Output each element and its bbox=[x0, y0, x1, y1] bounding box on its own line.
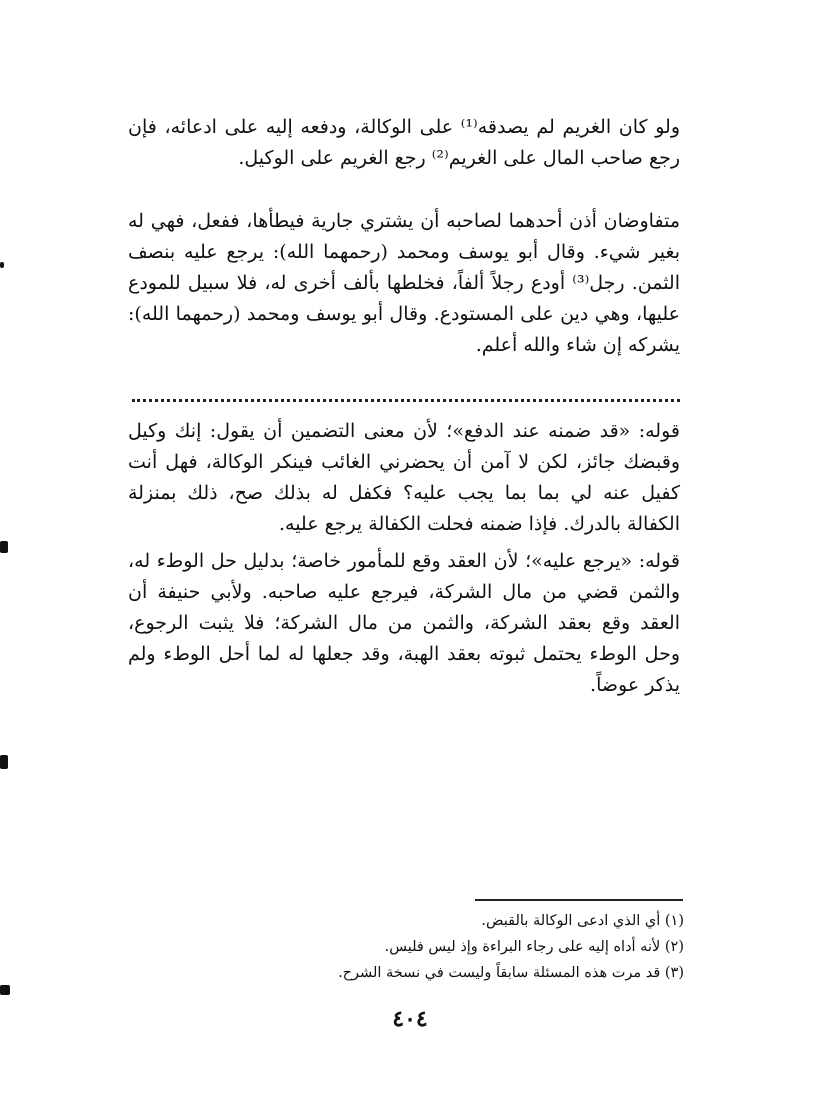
scan-edge-mark bbox=[0, 985, 10, 995]
commentary-paragraph: قوله: «يرجع عليه»؛ لأن العقد وقع للمأمور خاصة؛ بدليل حل الوطء له، والثمن قضي من مال الشركة، فيرجع عليه صاحبه. ولأبي حنيفة أن العقد وقع بعقد الشركة، والثمن من مال الشركة؛ فلا يثبت الرجوع، وحل الوطء يحتمل ثبوته بعقد الهبة، وقد جعلها له لما أحل الوطء ولم يذكر عوضاً. bbox=[128, 550, 680, 696]
main-text-paragraph: ولو كان الغريم لم يصدقه⁽¹⁾ على الوكالة، ودفعه إليه على ادعائه، فإن رجع صاحب المال على الغريم⁽²⁾ رجع الغريم على الوكيل. bbox=[128, 116, 680, 169]
scan-edge-mark bbox=[0, 541, 8, 553]
footnote-item: (٣) قد مرت هذه المسئلة سابقاً وليست في نسخة الشرح. bbox=[338, 965, 684, 981]
footnote-item: (١) أي الذي ادعى الوكالة بالقبض. bbox=[481, 913, 684, 929]
footnote-separator bbox=[475, 899, 683, 901]
footnotes-list bbox=[300, 908, 684, 986]
page-number: ٤٠٤ bbox=[392, 1006, 428, 1032]
scan-edge-mark bbox=[0, 755, 8, 769]
dotted-separator bbox=[132, 399, 680, 402]
commentary-paragraph: قوله: «قد ضمنه عند الدفع»؛ لأن معنى التضمين أن يقول: إنك وكيل وقبضك جائز، لكن لا آمن أن يحضرني الغائب فينكر الوكالة، فهل أنت كفيل عنه لي بما بما يجب عليه؟ فكفل له بذلك صح، ذلك بمنزلة الكفالة بالدرك. فإذا ضمنه فحلت الكفالة يرجع عليه. bbox=[128, 420, 680, 535]
scan-edge-mark bbox=[0, 262, 4, 268]
footnote-item: (٢) لأنه أداه إليه على رجاء البراءة وإذ ليس فليس. bbox=[384, 939, 684, 955]
main-text-paragraph: متفاوضان أذن أحدهما لصاحبه أن يشتري جارية فيطأها، ففعل، فهي له بغير شيء. وقال أبو يوسف ومحمد (رحمهما الله): يرجع عليه بنصف الثمن. رجل⁽³⁾ أودع رجلاً ألفاً، فخلطها بألف أخرى له، فلا سبيل للمودع عليها، وهي دين على المستودع. وقال أبو يوسف ومحمد (رحمهما الله): يشركه إن شاء والله أعلم. bbox=[128, 210, 680, 356]
